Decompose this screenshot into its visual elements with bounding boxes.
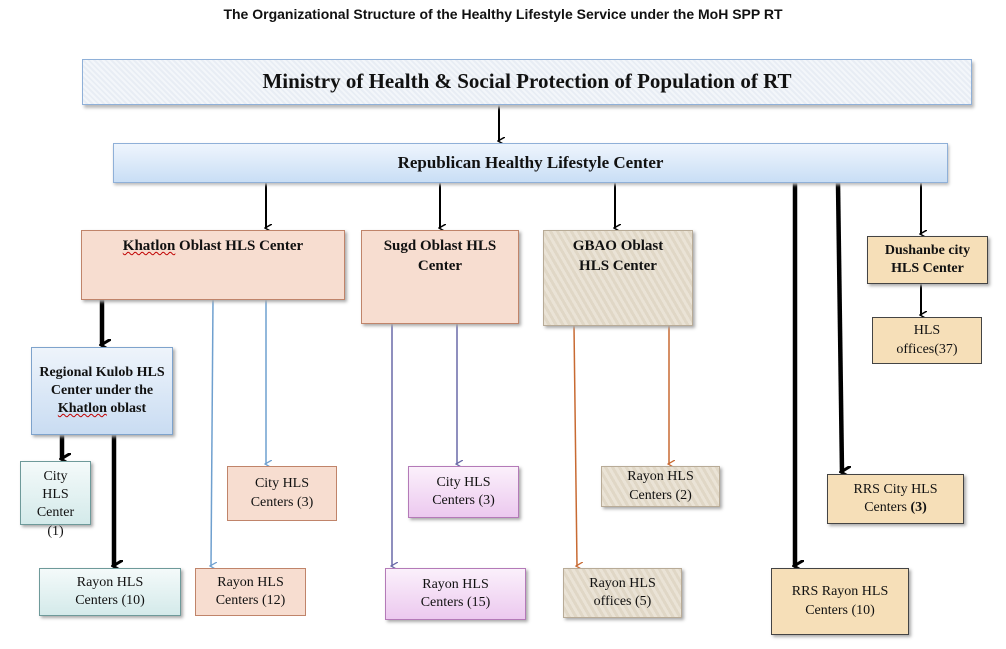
gbao-rayon-offices-box xyxy=(563,568,682,618)
rrs-rayon-centers-label: RRS Rayon HLS Centers (10) xyxy=(791,584,889,618)
khatlon-oblast-box xyxy=(81,230,345,300)
kulob-rayon-centers-label: Rayon HLS Centers (10) xyxy=(75,574,145,608)
rrs-city-centers-label: RRS City HLS Centers (3) xyxy=(853,481,938,515)
gbao-rayon-centers-box xyxy=(601,466,720,507)
dushanbe-offices-label: HLS offices(37) xyxy=(896,323,958,357)
sugd-rayon-centers-box xyxy=(385,568,526,620)
kulob-rayon-centers-box xyxy=(39,568,181,616)
sugd-city-centers-box xyxy=(408,466,519,518)
dushanbe-city-label: Dushanbe city HLS Center xyxy=(884,242,971,276)
arrow-gbao-to-offices xyxy=(574,326,577,566)
republican-center-label: Republican Healthy Lifestyle Center xyxy=(397,152,664,172)
diagram-title: The Organizational Structure of the Healthy Lifestyle Service under the MoH SPP RT xyxy=(223,6,783,22)
khatlon-oblast-label: Khatlon Oblast HLS Center xyxy=(122,238,304,254)
khatlon-city-centers-box xyxy=(227,466,337,521)
khatlon-rayon-centers-label: Rayon HLS Centers (12) xyxy=(215,574,286,608)
republican-center-box xyxy=(113,143,948,183)
sugd-city-centers-label: City HLS Centers (3) xyxy=(432,474,495,508)
gbao-rayon-offices-label: Rayon HLS offices (5) xyxy=(589,575,656,609)
gbao-rayon-centers-label: Rayon HLS Centers (2) xyxy=(627,469,694,503)
sugd-rayon-centers-label: Rayon HLS Centers (15) xyxy=(420,576,491,610)
arrow-khatlon-to-rayon xyxy=(211,300,213,566)
gbao-oblast-label: GBAO Oblast HLS Center xyxy=(572,238,664,274)
dushanbe-offices-box xyxy=(872,317,982,364)
rrs-city-centers-box xyxy=(827,474,964,524)
khatlon-rayon-centers-box xyxy=(195,568,306,616)
ministry-box xyxy=(82,59,972,105)
khatlon-city-centers-label: City HLS Centers (3) xyxy=(250,476,314,510)
rrs-rayon-centers-box xyxy=(771,568,909,635)
arrow-to-rrs-city xyxy=(838,183,842,472)
sugd-oblast-box xyxy=(361,230,519,324)
kulob-city-center-box xyxy=(20,461,91,539)
dushanbe-city-box xyxy=(867,236,988,284)
gbao-oblast-box xyxy=(543,230,693,326)
ministry-label: Ministry of Health & Social Protection of Population of RT xyxy=(262,69,792,94)
sugd-oblast-label: Sugd Oblast HLS Center xyxy=(383,238,497,274)
kulob-city-center-label: City HLS Center (1) xyxy=(36,469,75,539)
regional-kulob-box xyxy=(31,347,173,435)
regional-kulob-label: Regional Kulob HLS Center under the Khatlon oblast xyxy=(39,364,165,417)
